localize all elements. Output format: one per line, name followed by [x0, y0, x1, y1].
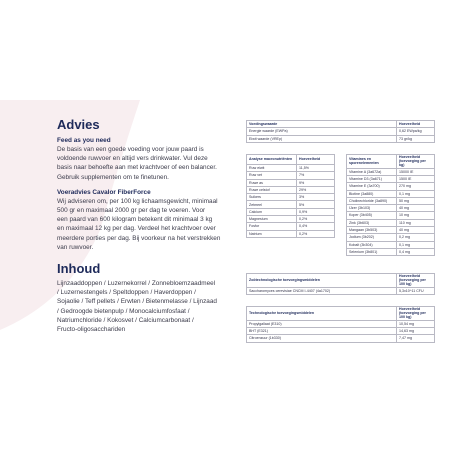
- table-cell: 7%: [297, 172, 335, 179]
- inhoud-line: Lijnzaaddoppen / Luzernekorrel / Zonnebloemzaadmeel: [57, 280, 216, 288]
- table-cell: 0,1 mg: [397, 241, 435, 248]
- table-cell: Fosfor: [247, 223, 297, 230]
- column-header: Hoeveelheid: [297, 155, 335, 165]
- table-cell: Biotine (3a880): [347, 190, 397, 197]
- table-cell: 0,4%: [297, 223, 335, 230]
- table-cell: 5,3x10^11 CFU: [397, 287, 435, 294]
- vitamines-table: [346, 154, 435, 256]
- table-cell: 10,54 mg: [397, 320, 435, 327]
- advies-line: De basis van een goede voeding voor jouw paard is: [57, 146, 204, 153]
- table-cell: 11,5%: [297, 165, 335, 172]
- table-cell: Selenium (3b801): [347, 248, 397, 255]
- table-cell: Energie waarde (EWPa): [247, 128, 397, 135]
- table-row: [247, 223, 335, 230]
- table-cell: Saccharomyces cerevisiae CNCM I-4407 (4a1702): [247, 287, 397, 294]
- left-column: [57, 117, 247, 334]
- table-row: [347, 183, 435, 190]
- table-header-row: [247, 155, 335, 165]
- table-cell: 10 mg: [397, 212, 435, 219]
- table-cell: Zink (3b603): [347, 219, 397, 226]
- table-cell: Ruwe celstof: [247, 186, 297, 193]
- table-cell: 3%: [297, 194, 335, 201]
- inhoud-line: Sojaolie / Teff pellets / Erwten / Bietenmelasse / Lijnzaad: [57, 298, 217, 306]
- table-cell: Vitamine E (3a700): [347, 183, 397, 190]
- table-cell: Citroenzuur (1b330): [247, 335, 397, 342]
- table-row: [347, 212, 435, 219]
- table-cell: 5%: [297, 201, 335, 208]
- table-cell: 1500 IE: [397, 175, 435, 182]
- column-header: Analyse macronutriënten: [247, 155, 297, 165]
- table-cell: 29%: [297, 186, 335, 193]
- table-cell: Koper (3b405): [347, 212, 397, 219]
- table-cell: Natrium: [247, 230, 297, 237]
- inhoud-title: Inhoud: [57, 261, 101, 277]
- table-row: [347, 226, 435, 233]
- table-cell: 110 mg: [397, 219, 435, 226]
- column-header: Vitamines en sporenelementen: [347, 155, 397, 169]
- table-cell: Ruw vet: [247, 172, 297, 179]
- table-cell: 0,1 mg: [397, 190, 435, 197]
- table-cell: BHT (E321): [247, 327, 397, 334]
- table-cell: Cholinechloride (3a890): [347, 197, 397, 204]
- table-row: [247, 327, 435, 334]
- voeradvies-title: Voeradvies Cavalor FiberForce: [57, 188, 151, 196]
- table-cell: 0,9%: [297, 208, 335, 215]
- column-header: Hoeveelheid (toevoeging per kg): [397, 155, 435, 169]
- table-row: [247, 128, 435, 135]
- table-cell: 40 mg: [397, 205, 435, 212]
- table-row: [347, 168, 435, 175]
- table-cell: Kobalt (3b304): [347, 241, 397, 248]
- table-row: [247, 335, 435, 342]
- table-row: [347, 241, 435, 248]
- advies-subtitle: Feed as you need: [57, 137, 111, 144]
- voeradvies-line: 500 gr en maximaal 2000 gr per dag te voeren. Voor: [57, 207, 206, 215]
- advies-title: Advies: [57, 117, 100, 132]
- table-row: [347, 190, 435, 197]
- table-row: [247, 186, 335, 193]
- table-cell: IJzer (3b103): [347, 205, 397, 212]
- table-cell: 9%: [297, 179, 335, 186]
- table-cell: 0,62 EWpa/kg: [397, 128, 435, 135]
- table-row: [247, 208, 335, 215]
- column-header: Hoeveelheid: [397, 121, 435, 128]
- table-cell: Suikers: [247, 194, 297, 201]
- technologisch-table: [246, 306, 435, 343]
- table-row: [247, 320, 435, 327]
- table-cell: Mangaan (3b503): [347, 226, 397, 233]
- table-row: [247, 172, 335, 179]
- column-header: Voedingswaarde: [247, 121, 397, 128]
- table-cell: 73 gr/kg: [397, 135, 435, 142]
- table-row: [247, 287, 435, 294]
- inhoud-line: / Gedroogde bietenpulp / Monocalciumfosfaat /: [57, 307, 190, 315]
- table-row: [247, 201, 335, 208]
- table-row: [247, 135, 435, 142]
- table-cell: 0,4 mg: [397, 248, 435, 255]
- inhoud-line: Fructo-oligosacchariden: [57, 326, 126, 334]
- column-header: Hoeveelheid (toevoeging per 100 kg): [397, 274, 435, 288]
- column-header: Zoötechnologische toevoegingsmiddelen: [247, 274, 397, 288]
- table-cell: Eiwit waarde (VREp): [247, 135, 397, 142]
- table-row: [347, 248, 435, 255]
- table-cell: Ruw eiwit: [247, 165, 297, 172]
- voeradvies-line: en maximaal 12 kg per dag. Verdeel het krachtvoer over: [57, 225, 216, 233]
- table-cell: Propylgallaat (E310): [247, 320, 397, 327]
- table-cell: Zetmeel: [247, 201, 297, 208]
- voeradvies-line: Wij adviseren om, per 100 kg lichaamsgewicht, minimaal: [57, 197, 218, 205]
- voedingswaarde-table: [246, 120, 435, 143]
- table-cell: 0,2%: [297, 230, 335, 237]
- table-cell: 270 mg: [397, 183, 435, 190]
- table-cell: Magnesium: [247, 216, 297, 223]
- table-cell: 50 mg: [397, 197, 435, 204]
- zootechnisch-table: [246, 273, 435, 295]
- table-row: [247, 165, 335, 172]
- table-cell: 0,2%: [297, 216, 335, 223]
- analyse-table: [246, 154, 335, 238]
- voeradvies-line: een paard van 600 kilogram betekent dit minimaal 3 kg: [57, 216, 213, 224]
- table-header-row: [347, 155, 435, 169]
- table-row: [247, 194, 335, 201]
- table-header-row: [247, 121, 435, 128]
- table-row: [247, 230, 335, 237]
- table-row: [347, 197, 435, 204]
- voeradvies-paragraph: [57, 197, 247, 252]
- voeradvies-line: van ruwvoer.: [57, 243, 94, 251]
- table-cell: Jodium (3b202): [347, 234, 397, 241]
- table-cell: Vitamine D3 (3a671): [347, 175, 397, 182]
- table-cell: Vitamine A (3a672a): [347, 168, 397, 175]
- advies-line: voldoende ruwvoer en altijd vers drinkwater. Vul deze: [57, 155, 208, 163]
- table-cell: 15000 IE: [397, 168, 435, 175]
- table-row: [347, 219, 435, 226]
- column-header: Technologische toevoegingsmiddelen: [247, 307, 397, 321]
- table-cell: Ruwe as: [247, 179, 297, 186]
- inhoud-line: / Luzernestengels / Speltdoppen / Haverdoppen /: [57, 289, 196, 297]
- table-row: [347, 205, 435, 212]
- table-cell: 7,47 mg: [397, 335, 435, 342]
- table-cell: 40 mg: [397, 226, 435, 233]
- table-row: [347, 234, 435, 241]
- inhoud-list: [57, 279, 247, 334]
- table-cell: 0,2 mg: [397, 234, 435, 241]
- advies-line: basis naar behoefte aan met krachtvoer of een balancer.: [57, 164, 217, 172]
- inhoud-line: Natriumchloride / Kokosvet / Calciumcarbonaat /: [57, 316, 194, 324]
- advies-line: Gebruik supplementen om te finetunen.: [57, 173, 169, 181]
- table-header-row: [247, 274, 435, 288]
- table-row: [247, 216, 335, 223]
- table-row: [247, 179, 335, 186]
- voeradvies-line: meerdere porties per dag. Bij voorkeur na het verstrekken: [57, 234, 221, 242]
- advies-paragraph: [57, 145, 247, 182]
- column-header: Hoeveelheid (toevoeging per 100 kg): [397, 307, 435, 321]
- table-row: [347, 175, 435, 182]
- table-cell: 14,63 mg: [397, 327, 435, 334]
- table-cell: Calcium: [247, 208, 297, 215]
- table-header-row: [247, 307, 435, 321]
